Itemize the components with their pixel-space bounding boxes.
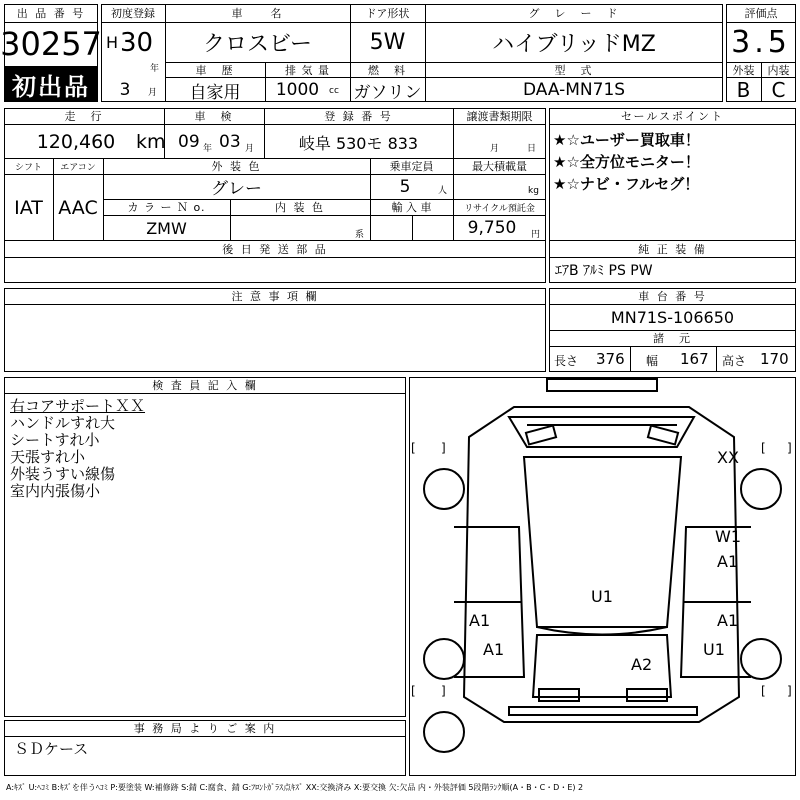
car-name-label: 車 名 bbox=[231, 7, 284, 20]
fuel: ガソリン bbox=[353, 82, 422, 103]
ac-label: エアコン bbox=[60, 162, 96, 173]
damage-mark: U1 bbox=[591, 587, 613, 606]
inspector-line: 室内内張傷小 bbox=[10, 481, 101, 500]
load-unit: kg bbox=[528, 186, 539, 196]
mileage-label: 走 行 bbox=[64, 110, 104, 123]
damage-mark: A1 bbox=[483, 640, 505, 659]
recycle-fee: 9,750 bbox=[467, 218, 517, 238]
score-label: 評価点 bbox=[744, 7, 778, 20]
interior-color-unit: 系 bbox=[355, 229, 365, 240]
plate-number: 岐阜 530モ 833 bbox=[298, 133, 419, 153]
inspection-year: 09 bbox=[178, 132, 200, 152]
door-label: ドア形状 bbox=[365, 7, 410, 20]
legend: A:ｷｽﾞ U:ﾍｺﾐ B:ｷｽﾞを伴うﾍｺﾐ P:要塗装 W:補修跡 S:錆 C:腐食、錆 G:ﾌﾛﾝﾄｶﾞﾗｽ点ｷｽﾞ XX:交換済み X:要交換 欠:欠品 内・外装評価 5段階ﾗﾝｸ順(A・B・C・D・E) 2 bbox=[6, 782, 584, 792]
inspection-month: 03 bbox=[219, 132, 241, 152]
first-reg-label: 初度登録 bbox=[111, 7, 155, 20]
displacement: 1000 bbox=[275, 80, 320, 100]
damage-mark: A1 bbox=[717, 611, 739, 630]
history: 自家用 bbox=[189, 82, 241, 103]
length: 376 bbox=[596, 350, 625, 368]
svg-text:[: [ bbox=[411, 684, 416, 698]
mileage: 120,460 bbox=[36, 131, 116, 153]
equipment-value: ｴｱB ｱﾙﾐ PS PW bbox=[555, 263, 653, 279]
svg-text:]: ] bbox=[441, 684, 446, 698]
svg-text:[: [ bbox=[761, 684, 766, 698]
first-listing-badge: 初出品 bbox=[4, 66, 98, 102]
history-label: 車 歴 bbox=[195, 63, 235, 77]
svg-text:[: [ bbox=[411, 441, 416, 455]
interior-grade: C bbox=[771, 77, 786, 102]
office-label: 事 務 局 よ り ご 案 内 bbox=[133, 722, 277, 735]
capacity-label: 乗車定員 bbox=[389, 160, 434, 173]
door-type: 5W bbox=[369, 29, 406, 55]
length-label: 長さ bbox=[554, 353, 579, 368]
inspection-label: 車 検 bbox=[194, 110, 234, 123]
load-label: 最大積載量 bbox=[472, 160, 527, 173]
interior-color-label: 内 装 色 bbox=[275, 201, 325, 214]
month-unit: 月 bbox=[148, 87, 158, 98]
height: 170 bbox=[760, 350, 789, 368]
transfer-month-unit: 月 bbox=[490, 143, 500, 154]
svg-text:]: ] bbox=[787, 684, 792, 698]
lot-number-label: 出 品 番 号 bbox=[16, 7, 86, 20]
transfer-label: 譲渡書類期限 bbox=[466, 110, 533, 123]
recycle-label: リサイクル預託金 bbox=[464, 203, 535, 214]
exterior-color: グレー bbox=[211, 179, 262, 199]
sales-points-label: セールスポイント bbox=[620, 110, 724, 123]
car-name: クロスビー bbox=[202, 31, 313, 57]
width-label: 幅 bbox=[646, 353, 659, 368]
displacement-label: 排 気 量 bbox=[285, 63, 330, 77]
color-no-label: カ ラ ー Ｎ o. bbox=[127, 201, 206, 214]
inspector-line: 外装うすい線傷 bbox=[10, 464, 116, 483]
sales-point: ★☆ユーザー買取車！ bbox=[553, 130, 700, 149]
displacement-unit: cc bbox=[329, 86, 339, 96]
car-diagram bbox=[409, 377, 796, 776]
grade: ハイブリッドMZ bbox=[492, 31, 656, 57]
damage-mark: A1 bbox=[717, 552, 739, 571]
model: DAA-MN71S bbox=[522, 80, 626, 100]
inspector-line: 天張すれ小 bbox=[10, 447, 86, 466]
inspection-month-unit: 月 bbox=[245, 143, 255, 154]
shift: IAT bbox=[14, 196, 43, 219]
first-reg-month: 3 bbox=[119, 80, 131, 100]
sales-point: ★☆ナビ・フルセグ！ bbox=[553, 174, 700, 193]
svg-text:]: ] bbox=[787, 441, 792, 455]
height-label: 高さ bbox=[722, 353, 747, 368]
air-conditioner: AAC bbox=[58, 196, 98, 219]
fuel-label: 燃 料 bbox=[368, 63, 407, 77]
damage-mark: A1 bbox=[469, 611, 491, 630]
grade-label: グ レ ー ド bbox=[528, 7, 620, 20]
mileage-unit: km bbox=[136, 131, 166, 153]
score: 3.5 bbox=[731, 24, 791, 60]
shift-label: シフト bbox=[14, 162, 42, 173]
damage-mark: U1 bbox=[703, 640, 725, 659]
lot-number: 30257 bbox=[0, 25, 102, 63]
plate-label: 登 録 番 号 bbox=[324, 110, 393, 123]
office-text: ＳＤケース bbox=[14, 739, 89, 758]
damage-mark: A2 bbox=[631, 655, 653, 674]
damage-mark: XX bbox=[717, 448, 739, 467]
import-label: 輸 入 車 bbox=[391, 201, 432, 214]
later-parts-label: 後 日 発 送 部 品 bbox=[222, 243, 328, 256]
equipment-label: 純 正 装 備 bbox=[638, 243, 707, 256]
sales-point: ★☆全方位モニター！ bbox=[553, 152, 700, 171]
inspector-label: 検 査 員 記 入 欄 bbox=[152, 379, 258, 392]
svg-text:]: ] bbox=[441, 441, 446, 455]
chassis-number: MN71S-106650 bbox=[610, 307, 735, 327]
inspection-year-unit: 年 bbox=[203, 143, 213, 154]
transfer-day-unit: 日 bbox=[527, 143, 537, 154]
inspector-line: シートすれ小 bbox=[10, 430, 100, 449]
inspector-line: 右コアサポートＸＸ bbox=[10, 396, 146, 415]
color-number: ZMW bbox=[146, 218, 187, 238]
exterior-grade: B bbox=[736, 77, 751, 102]
recycle-unit: 円 bbox=[531, 229, 541, 240]
year-unit: 年 bbox=[150, 63, 160, 74]
svg-text:[: [ bbox=[761, 441, 766, 455]
first-reg-year: 30 bbox=[120, 28, 154, 58]
width: 167 bbox=[680, 350, 709, 368]
spec-label: 諸 元 bbox=[653, 332, 692, 345]
notes-label: 注 意 事 項 欄 bbox=[231, 290, 319, 303]
model-label: 型 式 bbox=[554, 63, 594, 77]
chassis-label: 車 台 番 号 bbox=[638, 290, 707, 303]
capacity-unit: 人 bbox=[438, 185, 448, 196]
exterior-label: 外装 bbox=[732, 63, 755, 77]
interior-label: 内装 bbox=[767, 63, 790, 77]
era: H bbox=[106, 32, 119, 52]
capacity: 5 bbox=[399, 176, 411, 197]
damage-mark: W1 bbox=[715, 527, 741, 546]
inspector-line: ハンドルすれ大 bbox=[10, 413, 116, 432]
color-label: 外 装 色 bbox=[211, 160, 262, 173]
